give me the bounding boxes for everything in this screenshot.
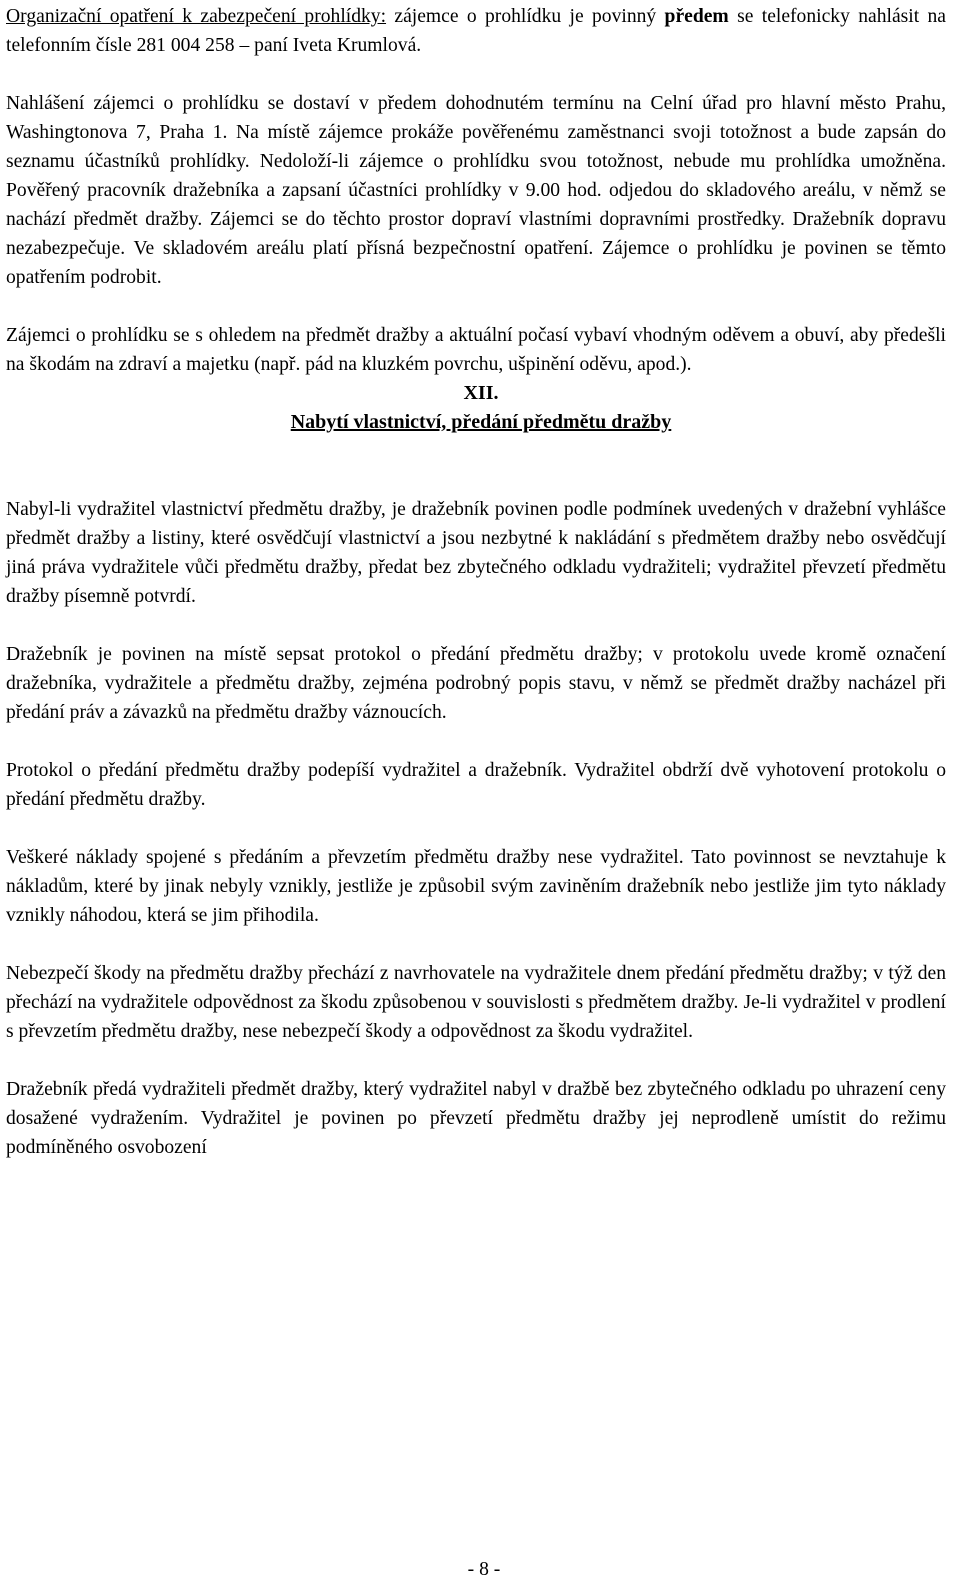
paragraph-clothing: Zájemci o prohlídku se s ohledem na předmět dražby a aktuální počasí vybaví vhodným oděvem a obuví, aby předešli na škodám na zdraví a majetku (např. pád na kluzkém povrchu, ušpinění oděvu, apod.).	[6, 325, 946, 375]
paragraph-protocol: Dražebník je povinen na místě sepsat protokol o předání předmětu dražby; v protokolu uvede kromě označení dražebníka, vydražitele a předmětu dražby, zejména podrobný popis stavu, v němž se předmět dražby nacházel při předání práv a závazků na předmětu dražby váznoucích.	[6, 644, 946, 723]
paragraph-costs: Veškeré náklady spojené s předáním a převzetím předmětu dražby nese vydražitel. Tato povinnost se nevztahuje k nákladům, které by jinak nebyly vznikly, jestliže je způsobil svým zaviněním dražebník nebo jestliže jim tyto náklady vznikly náhodou, která se jim přihodila.	[6, 847, 946, 926]
section-heading	[6, 379, 946, 437]
organizational-measures-text-a: zájemce o prohlídku je povinný	[386, 6, 665, 27]
section-number: XII.	[463, 382, 499, 404]
paragraph-registration: Nahlášení zájemci o prohlídku se dostaví v předem dohodnutém termínu na Celní úřad pro hlavní město Prahu, Washingtonova 7, Praha 1. Na místě zájemce prokáže pověřenému zaměstnanci svoji totožnost a bude zapsán do seznamu účastníků prohlídky. Nedoloží-li zájemce o prohlídku svou totožnost, nebude mu prohlídka umožněna. Pověřený pracovník dražebníka a zapsaní účastníci prohlídky v 9.00 hod. odjedou do skladového areálu, v němž se nachází předmět dražby. Zájemci se do těchto prostor dopraví vlastními dopravními prostředky. Dražebník dopravu nezabezpečuje. Ve skladovém areálu platí přísná bezpečnostní opatření. Zájemce o prohlídku je povinen se těmto opatřením podrobit.	[6, 93, 946, 288]
paragraph-protocol-signing: Protokol o předání předmětu dražby podepíší vydražitel a dražebník. Vydražitel obdrží dvě vyhotovení protokolu o předání předmětu dražby.	[6, 760, 946, 810]
paragraph-risk: Nebezpečí škody na předmětu dražby přechází z navrhovatele na vydražitele dnem předání předmětu dražby; v týž den přechází na vydražitele odpovědnost za škodu způsobenou v souvislosti s předmětem dražby. Je-li vydražitel v prodlení s převzetím předmětu dražby, nese nebezpečí škody a odpovědnost za škodu vydražitel.	[6, 963, 946, 1042]
organizational-measures-bold: předem	[664, 6, 729, 27]
paragraph-handover: Dražebník předá vydražiteli předmět dražby, který vydražitel nabyl v dražbě bez zbytečného odkladu po uhrazení ceny dosažené vydražením. Vydražitel je povinen po převzetí předmětu dražby jej neprodleně umístit do režimu podmíněného osvobození	[6, 1079, 946, 1158]
organizational-measures-text-b: se telefonicky nahlásit na telefonním čísle 281 004 258 – paní Iveta Krumlová.	[6, 6, 946, 56]
section-title: Nabytí vlastnictví, předání předmětu dražby	[290, 411, 672, 433]
organizational-measures-label: Organizační opatření k zabezpečení prohlídky:	[6, 6, 387, 27]
paragraph-organizational-measures	[6, 2, 946, 60]
paragraph-ownership: Nabyl-li vydražitel vlastnictví předmětu dražby, je dražebník povinen podle podmínek uvedených v dražební vyhlášce předmět dražby a listiny, které osvědčují vlastnictví a jsou nezbytné k nakládání s předmětem dražby nebo osvědčují jiná práva vydražitele vůči předmětu dražby, předat bez zbytečného odkladu vydražiteli; vydražitel převzetí předmětu dražby písemně potvrdí.	[6, 499, 946, 607]
page-number: - 8 -	[467, 1559, 501, 1580]
